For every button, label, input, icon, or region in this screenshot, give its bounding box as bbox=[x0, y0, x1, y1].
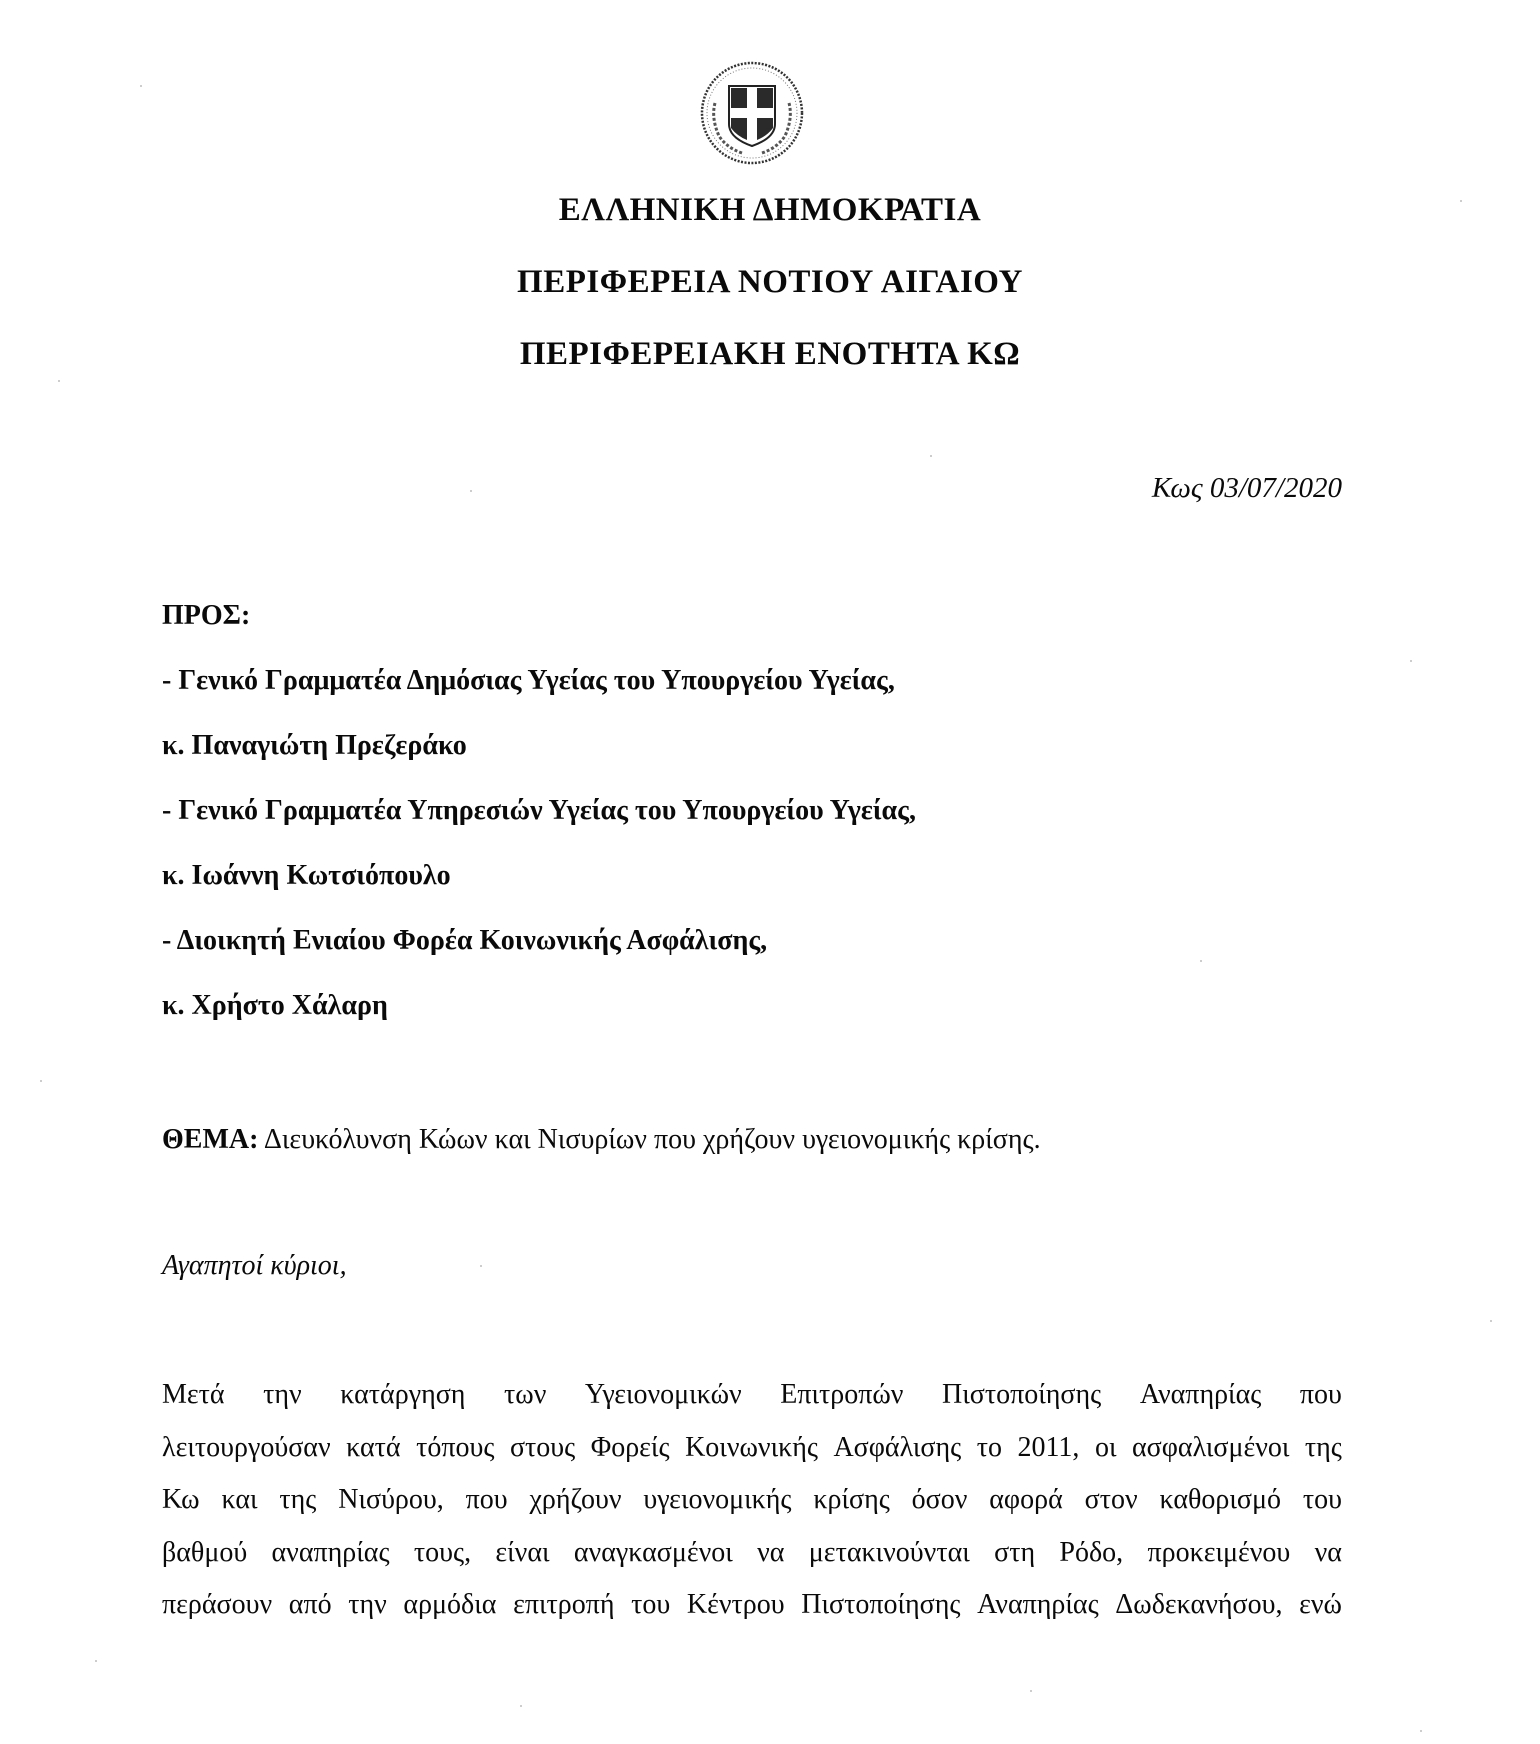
recipient-line: κ. Χρήστο Χάλαρη bbox=[162, 990, 388, 1021]
body-word: του bbox=[631, 1589, 671, 1620]
body-word: προκειμένου bbox=[1147, 1536, 1291, 1568]
body-word: στη bbox=[994, 1536, 1036, 1568]
body-word: Πιστοποίησης bbox=[942, 1379, 1102, 1410]
body-line bbox=[162, 1480, 1342, 1533]
body-word: ενώ bbox=[1299, 1589, 1342, 1620]
scan-speck bbox=[1410, 660, 1412, 662]
subject-text: Διευκόλυνση Κώων και Νισυρίων που χρήζουν υγειονομικής κρίσης. bbox=[258, 1124, 1041, 1155]
recipient-line: - Γενικό Γραμματέα Δημόσιας Υγείας του Υπουργείου Υγείας, bbox=[162, 665, 895, 696]
body-word: αναγκασμένοι bbox=[573, 1536, 733, 1568]
body-line bbox=[162, 1533, 1342, 1586]
body-word: Φορείς bbox=[590, 1431, 670, 1463]
body-word: υγειονομικής bbox=[643, 1484, 792, 1515]
body-word: κατά bbox=[346, 1431, 401, 1463]
scan-speck bbox=[480, 1265, 482, 1267]
body-word: Κέντρου bbox=[686, 1589, 785, 1620]
body-word: να bbox=[1314, 1536, 1342, 1568]
recipients-label: ΠΡΟΣ: bbox=[162, 600, 251, 631]
body-word: Κω bbox=[162, 1484, 200, 1515]
body-word: Κοινωνικής bbox=[685, 1431, 818, 1463]
body-word: κατάργηση bbox=[340, 1379, 466, 1410]
body-word: την bbox=[348, 1589, 387, 1620]
body-word: να bbox=[757, 1536, 785, 1568]
scan-speck bbox=[520, 1705, 522, 1707]
body-word: Επιτροπών bbox=[780, 1379, 904, 1410]
body-word: Δωδεκανήσου, bbox=[1115, 1589, 1283, 1620]
greek-coat-of-arms-icon bbox=[697, 58, 807, 168]
letterhead-line-2: ΠΕΡΙΦΕΡΕΙΑ ΝΟΤΙΟΥ ΑΙΓΑΙΟΥ bbox=[517, 264, 1023, 300]
body-word: Υγειονομικών bbox=[584, 1379, 742, 1410]
scan-speck bbox=[1200, 960, 1202, 962]
body-word: τόπους bbox=[416, 1431, 495, 1463]
body-word: αρμόδια bbox=[403, 1589, 497, 1620]
subject-label: ΘΕΜΑ: bbox=[162, 1124, 259, 1155]
recipient-line: κ. Ιωάννη Κωτσιόπουλο bbox=[162, 860, 451, 891]
scan-speck bbox=[140, 85, 142, 87]
recipient-line: - Γενικό Γραμματέα Υπηρεσιών Υγείας του Υπουργείου Υγείας, bbox=[162, 795, 916, 826]
recipient-line: κ. Παναγιώτη Πρεζεράκο bbox=[162, 730, 467, 761]
body-word: Αναπηρίας bbox=[1139, 1379, 1262, 1410]
body-word: που bbox=[1299, 1379, 1342, 1410]
scan-speck bbox=[95, 1660, 97, 1662]
letterhead-line-3: ΠΕΡΙΦΕΡΕΙΑΚΗ ΕΝΟΤΗΤΑ ΚΩ bbox=[519, 336, 1021, 372]
body-word: λειτουργούσαν bbox=[162, 1431, 331, 1463]
body-line bbox=[162, 1585, 1342, 1638]
body-word: κρίσης bbox=[813, 1484, 890, 1515]
scan-speck bbox=[930, 455, 932, 457]
recipient-line: - Διοικητή Ενιαίου Φορέα Κοινωνικής Ασφάλισης, bbox=[162, 925, 768, 956]
scan-speck bbox=[1420, 1730, 1422, 1732]
body-word: καθορισμό bbox=[1159, 1484, 1282, 1515]
scan-speck bbox=[1490, 1320, 1492, 1322]
body-word: στους bbox=[509, 1431, 576, 1463]
body-word: χρήζουν bbox=[529, 1484, 622, 1515]
salutation: Αγαπητοί κύριοι, bbox=[162, 1250, 347, 1281]
body-word: Ασφάλισης bbox=[833, 1431, 962, 1463]
body-paragraph bbox=[162, 1375, 1342, 1638]
body-word: όσον bbox=[911, 1484, 968, 1515]
body-word: στον bbox=[1084, 1484, 1138, 1515]
body-word: μετακινούνται bbox=[808, 1536, 970, 1568]
body-word: βαθμού bbox=[162, 1536, 248, 1568]
body-word: ασφαλισμένοι bbox=[1131, 1431, 1290, 1463]
letterhead-line-1: ΕΛΛΗΝΙΚΗ ΔΗΜΟΚΡΑΤΙΑ bbox=[558, 192, 982, 228]
body-word: Μετά bbox=[162, 1379, 225, 1410]
scan-speck bbox=[1460, 200, 1462, 202]
body-word: του bbox=[1302, 1484, 1342, 1515]
body-word: της bbox=[1304, 1431, 1342, 1463]
body-word: Πιστοποίησης bbox=[801, 1589, 961, 1620]
body-word: περάσουν bbox=[162, 1589, 273, 1620]
body-word: Αναπηρίας bbox=[977, 1589, 1099, 1620]
body-word: αναπηρίας bbox=[271, 1536, 390, 1568]
body-word: των bbox=[504, 1379, 547, 1410]
subject-line bbox=[162, 1124, 1041, 1156]
body-word: Νισύρου, bbox=[338, 1484, 444, 1515]
scan-speck bbox=[58, 380, 60, 382]
body-word: την bbox=[263, 1379, 302, 1410]
body-word: τους, bbox=[413, 1536, 472, 1568]
scan-speck bbox=[470, 490, 472, 492]
body-word: Ρόδο, bbox=[1059, 1536, 1124, 1568]
body-word: επιτροπή bbox=[513, 1589, 615, 1620]
body-word: είναι bbox=[495, 1536, 550, 1568]
body-word: και bbox=[221, 1484, 258, 1515]
scan-speck bbox=[40, 1080, 42, 1082]
body-word: το bbox=[976, 1431, 1002, 1463]
body-word: οι bbox=[1094, 1431, 1117, 1463]
body-word: που bbox=[465, 1484, 508, 1515]
body-word: της bbox=[279, 1484, 317, 1515]
scan-speck bbox=[1030, 1690, 1032, 1692]
body-line bbox=[162, 1428, 1342, 1481]
body-word: 2011, bbox=[1017, 1431, 1080, 1463]
letter-date: Κως 03/07/2020 bbox=[1151, 472, 1342, 504]
body-line bbox=[162, 1375, 1342, 1428]
body-word: από bbox=[288, 1589, 332, 1620]
body-word: αφορά bbox=[989, 1484, 1063, 1515]
